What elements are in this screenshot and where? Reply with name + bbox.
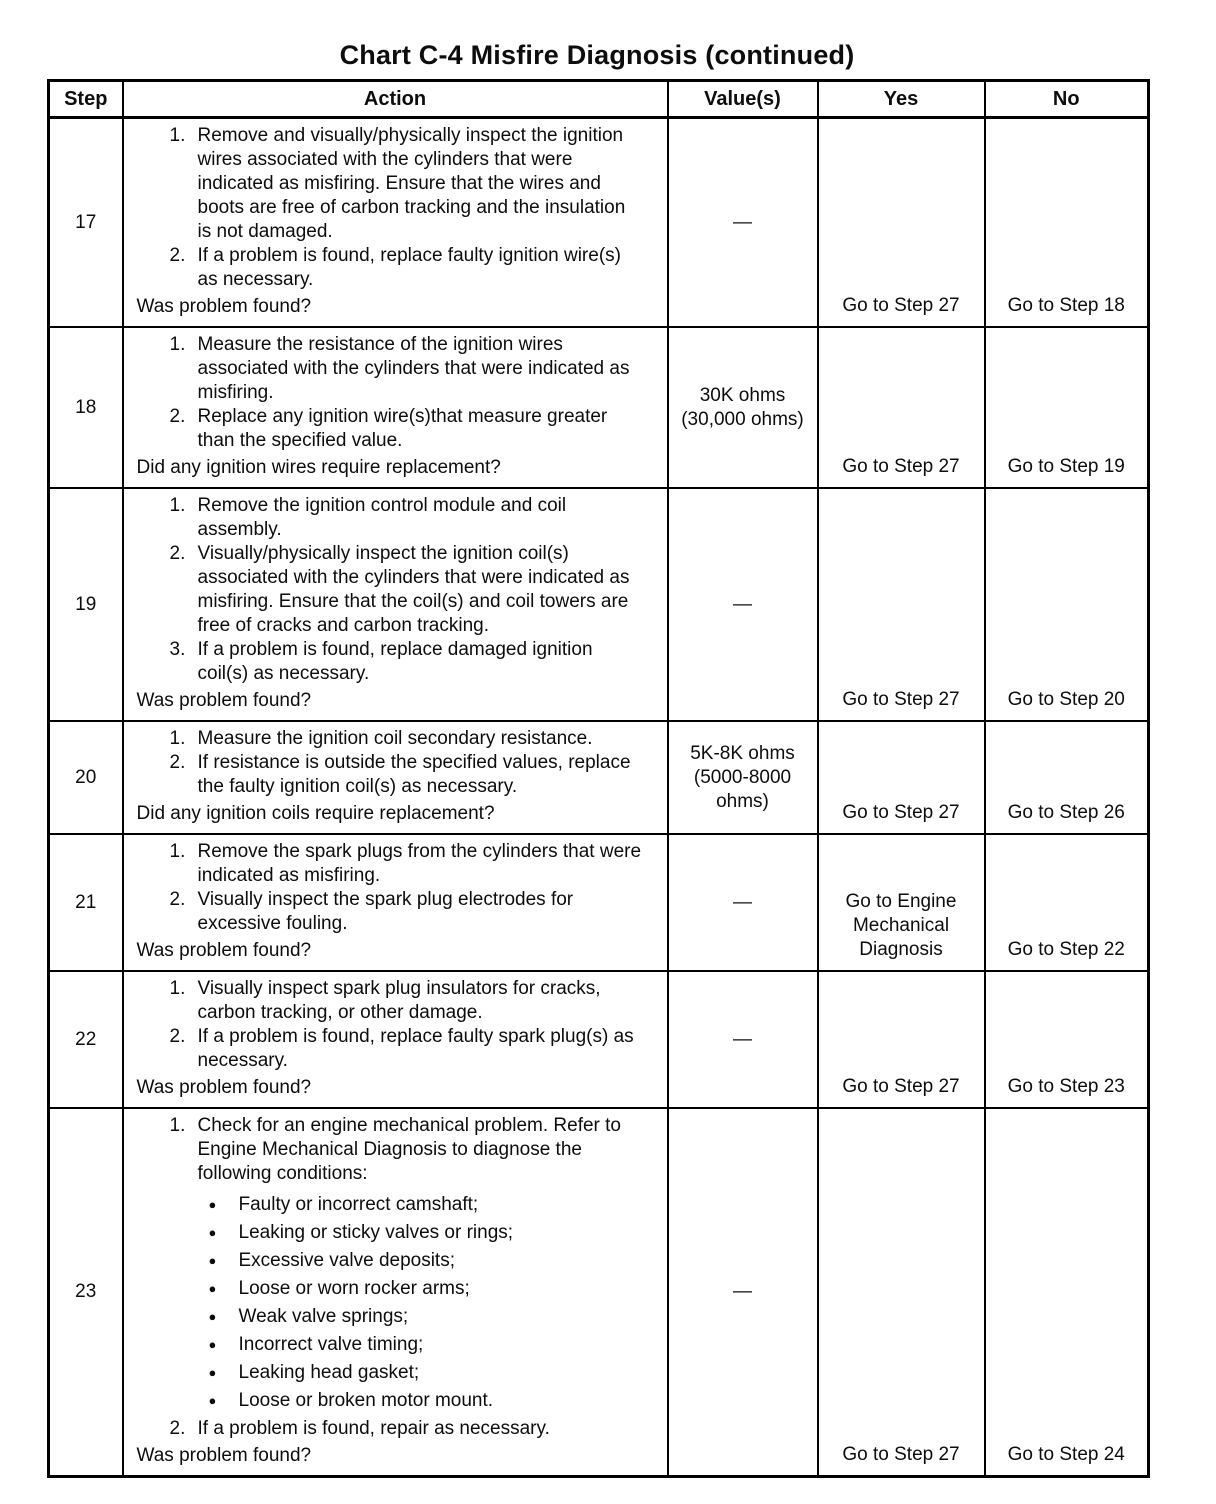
- bullet-icon: ●: [208, 1225, 217, 1240]
- yes-cell: Go to Engine Mechanical Diagnosis: [818, 834, 985, 971]
- item-number: 2.: [169, 245, 186, 266]
- step-number-cell: 17: [49, 118, 123, 328]
- value-cell: —: [668, 488, 818, 721]
- item-number: 1.: [169, 728, 186, 749]
- bullet-icon: ●: [208, 1393, 217, 1408]
- item-text: Check for an engine mechanical problem. Refer to Engine Mechanical Diagnosis to diagnose the following conditions:: [197, 1115, 622, 1184]
- item-number: 2.: [169, 1418, 186, 1439]
- action-item: [170, 333, 643, 405]
- step-number-cell: 22: [49, 971, 123, 1108]
- value-cell: —: [668, 971, 818, 1108]
- item-number: 2.: [169, 406, 186, 427]
- action-items: [170, 840, 643, 936]
- action-question: Was problem found?: [136, 1445, 312, 1466]
- action-question: Did any ignition wires require replacement?: [136, 457, 501, 478]
- action-cell: [123, 834, 668, 971]
- item-number: 3.: [169, 639, 186, 660]
- item-text: Measure the ignition coil secondary resistance.: [197, 728, 593, 749]
- action-cell: [123, 1108, 668, 1477]
- action-items: [170, 333, 643, 453]
- action-item: [170, 542, 643, 638]
- value-cell: 5K-8K ohms (5000-8000 ohms): [668, 721, 818, 834]
- bullet-item: [209, 1249, 643, 1273]
- action-cell: [123, 971, 668, 1108]
- table-row: [49, 834, 1149, 971]
- bullet-text: Loose or worn rocker arms;: [238, 1278, 470, 1299]
- action-item: [170, 494, 643, 542]
- value-cell: —: [668, 1108, 818, 1477]
- yes-cell: Go to Step 27: [818, 721, 985, 834]
- action-question: Was problem found?: [136, 296, 312, 317]
- table-row: [49, 118, 1149, 328]
- item-text: If a problem is found, replace faulty spark plug(s) as necessary.: [197, 1026, 634, 1071]
- action-cell: [123, 327, 668, 488]
- bullet-icon: ●: [208, 1337, 217, 1352]
- table-row: [49, 327, 1149, 488]
- item-text: Remove the spark plugs from the cylinders that were indicated as misfiring.: [197, 841, 642, 886]
- item-text: If a problem is found, replace damaged ignition coil(s) as necessary.: [197, 639, 593, 684]
- bullet-text: Excessive valve deposits;: [238, 1250, 455, 1271]
- col-header-action: Action: [123, 81, 668, 118]
- yes-cell: Go to Step 27: [818, 971, 985, 1108]
- item-number: 1.: [169, 125, 186, 146]
- bullet-text: Leaking head gasket;: [238, 1362, 420, 1383]
- yes-cell: Go to Step 27: [818, 118, 985, 328]
- item-number: 1.: [169, 334, 186, 355]
- yes-cell: Go to Step 27: [818, 327, 985, 488]
- item-body: [198, 494, 643, 542]
- yes-cell: Go to Step 27: [818, 1108, 985, 1477]
- item-number: 2.: [169, 1026, 186, 1047]
- item-body: [198, 977, 643, 1025]
- item-number: 1.: [169, 1115, 186, 1136]
- no-cell: Go to Step 18: [985, 118, 1149, 328]
- action-question: Was problem found?: [136, 940, 312, 961]
- item-text: Measure the resistance of the ignition wires associated with the cylinders that were indicated as misfiring.: [197, 334, 630, 403]
- item-number: 2.: [169, 543, 186, 564]
- action-item: [170, 1114, 643, 1417]
- item-body: [198, 1114, 643, 1417]
- action-question: Was problem found?: [136, 690, 312, 711]
- item-text: Remove and visually/physically inspect the ignition wires associated with the cylinders that were indicated as misfiring. Ensure that the wires and boots are free of carbon tracking and the insulation is not damaged.: [197, 125, 626, 242]
- action-item: [170, 1025, 643, 1073]
- item-body: [198, 638, 643, 686]
- item-number: 1.: [169, 978, 186, 999]
- bullet-item: [209, 1193, 643, 1217]
- bullet-text: Weak valve springs;: [238, 1306, 409, 1327]
- action-items: [170, 1114, 643, 1441]
- value-cell: —: [668, 834, 818, 971]
- page-title: Chart C-4 Misfire Diagnosis (continued): [339, 40, 855, 70]
- bullet-icon: ●: [208, 1253, 217, 1268]
- bullet-icon: ●: [208, 1281, 217, 1296]
- item-text: Visually inspect spark plug insulators for cracks, carbon tracking, or other damage.: [197, 978, 601, 1023]
- item-number: 2.: [169, 889, 186, 910]
- item-number: 2.: [169, 752, 186, 773]
- bullet-text: Loose or broken motor mount.: [238, 1390, 494, 1411]
- table-row: [49, 971, 1149, 1108]
- col-header-values: Value(s): [668, 81, 818, 118]
- bullet-text: Incorrect valve timing;: [238, 1334, 424, 1355]
- action-cell: [123, 488, 668, 721]
- step-number-cell: 18: [49, 327, 123, 488]
- item-text: If a problem is found, repair as necessary.: [197, 1418, 550, 1439]
- action-item: [170, 888, 643, 936]
- item-text: Visually/physically inspect the ignition coil(s) associated with the cylinders that were indicated as misfiring. Ensure that the coil(s) and coil towers are free of cracks and carbon tracking.: [197, 543, 630, 636]
- item-text: If a problem is found, replace faulty ignition wire(s) as necessary.: [197, 245, 621, 290]
- item-text: Visually inspect the spark plug electrodes for excessive fouling.: [197, 889, 574, 934]
- action-question: Did any ignition coils require replacement?: [136, 803, 495, 824]
- bullet-item: [209, 1361, 643, 1385]
- bullet-item: [209, 1277, 643, 1301]
- header-row: [49, 81, 1149, 118]
- action-cell: [123, 721, 668, 834]
- action-cell: [123, 118, 668, 328]
- action-item: [170, 1417, 643, 1441]
- action-item: [170, 840, 643, 888]
- item-body: [198, 840, 643, 888]
- bullet-item: [209, 1221, 643, 1245]
- bullet-item: [209, 1389, 643, 1413]
- action-items: [170, 977, 643, 1073]
- action-item: [170, 751, 643, 799]
- item-body: [198, 1025, 643, 1073]
- no-cell: Go to Step 26: [985, 721, 1149, 834]
- table-body: [49, 118, 1149, 1477]
- bullet-icon: ●: [208, 1365, 217, 1380]
- value-cell: 30K ohms (30,000 ohms): [668, 327, 818, 488]
- diagnosis-table: [47, 79, 1150, 1478]
- action-item: [170, 727, 643, 751]
- item-body: [198, 333, 643, 405]
- step-number-cell: 20: [49, 721, 123, 834]
- no-cell: Go to Step 19: [985, 327, 1149, 488]
- item-number: 1.: [169, 495, 186, 516]
- col-header-no: No: [985, 81, 1149, 118]
- item-body: [198, 751, 643, 799]
- bullet-item: [209, 1333, 643, 1357]
- item-body: [198, 727, 643, 751]
- table-row: [49, 1108, 1149, 1477]
- bullet-item: [209, 1305, 643, 1329]
- bullet-text: Leaking or sticky valves or rings;: [238, 1222, 514, 1243]
- no-cell: Go to Step 24: [985, 1108, 1149, 1477]
- bullet-list: [198, 1186, 643, 1413]
- no-cell: Go to Step 23: [985, 971, 1149, 1108]
- action-items: [170, 124, 643, 292]
- action-item: [170, 244, 643, 292]
- value-cell: —: [668, 118, 818, 328]
- item-body: [198, 244, 643, 292]
- no-cell: Go to Step 22: [985, 834, 1149, 971]
- action-item: [170, 638, 643, 686]
- step-number-cell: 23: [49, 1108, 123, 1477]
- action-item: [170, 124, 643, 244]
- col-header-step: Step: [49, 81, 123, 118]
- item-body: [198, 124, 643, 244]
- action-question: Was problem found?: [136, 1077, 312, 1098]
- bullet-icon: ●: [208, 1309, 217, 1324]
- item-text: Remove the ignition control module and coil assembly.: [197, 495, 567, 540]
- bullet-text: Faulty or incorrect camshaft;: [238, 1194, 479, 1215]
- step-number-cell: 21: [49, 834, 123, 971]
- item-body: [198, 405, 643, 453]
- item-text: If resistance is outside the specified values, replace the faulty ignition coil(s) as necessary.: [197, 752, 631, 797]
- table-row: [49, 721, 1149, 834]
- action-items: [170, 727, 643, 799]
- table-row: [49, 488, 1149, 721]
- action-item: [170, 405, 643, 453]
- item-body: [198, 542, 643, 638]
- action-item: [170, 977, 643, 1025]
- item-number: 1.: [169, 841, 186, 862]
- action-items: [170, 494, 643, 686]
- item-body: [198, 1417, 643, 1441]
- step-number-cell: 19: [49, 488, 123, 721]
- bullet-icon: ●: [208, 1197, 217, 1212]
- col-header-yes: Yes: [818, 81, 985, 118]
- item-body: [198, 888, 643, 936]
- item-text: Replace any ignition wire(s)that measure greater than the specified value.: [197, 406, 608, 451]
- yes-cell: Go to Step 27: [818, 488, 985, 721]
- no-cell: Go to Step 20: [985, 488, 1149, 721]
